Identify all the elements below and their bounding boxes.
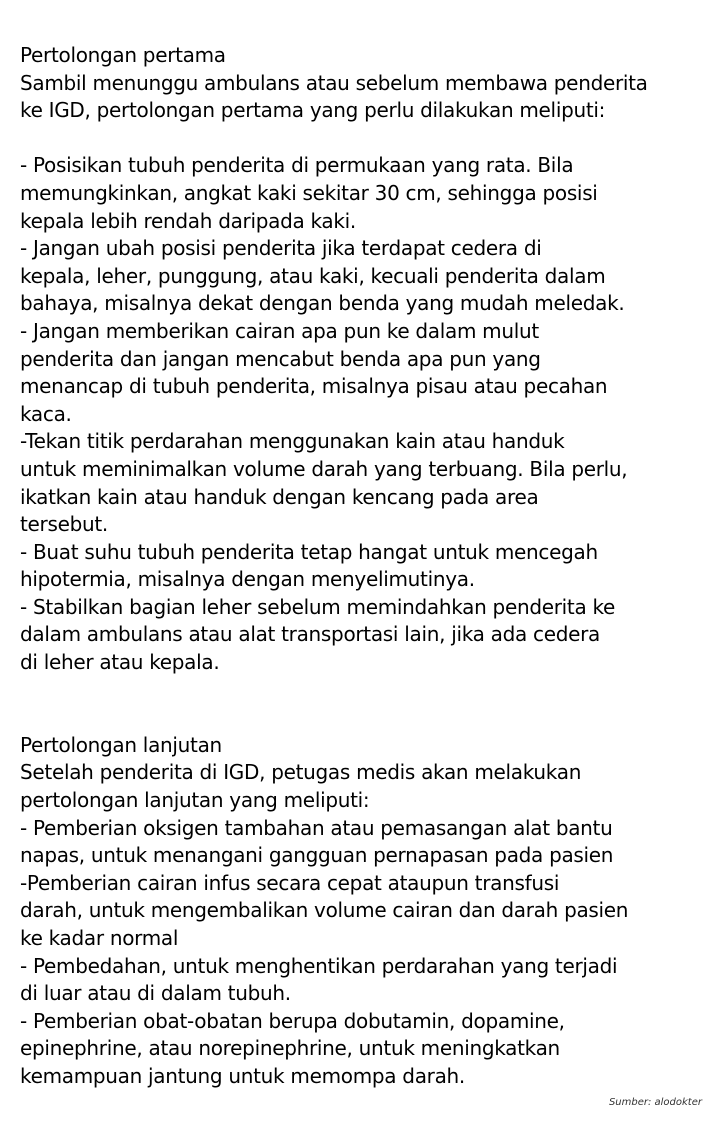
spacer — [20, 125, 710, 153]
item-line: ke kadar normal — [20, 926, 179, 950]
item-line: - Buat suhu tubuh penderita tetap hangat untuk mencegah — [20, 539, 598, 564]
item-line: - Pembedahan, untuk menghentikan perdarahan yang terjadi — [20, 953, 618, 978]
item-line: hipotermia, misalnya dengan menyelimutinya. — [20, 567, 475, 592]
list-item — [20, 428, 710, 538]
item-line: - Pemberian obat-obatan berupa dobutamin, dopamine, — [20, 1008, 565, 1033]
section-title: Pertolongan lanjutan — [20, 732, 222, 757]
intro-line: pertolongan lanjutan yang meliputi: — [20, 788, 370, 813]
section-follow-up-care — [20, 732, 710, 1091]
item-line: bahaya, misalnya dekat dengan benda yang mudah meledak. — [20, 291, 625, 316]
item-line: memungkinkan, angkat kaki sekitar 30 cm, sehingga posisi — [20, 180, 598, 205]
section-first-aid — [20, 42, 710, 677]
item-line: -Tekan titik perdarahan menggunakan kain atau handuk — [20, 429, 565, 454]
item-line: - Jangan ubah posisi penderita jika terdapat cedera di — [20, 236, 542, 261]
list-item — [20, 539, 710, 594]
item-line: - Pemberian oksigen tambahan atau pemasangan alat bantu — [20, 815, 613, 840]
item-line: - Jangan memberikan cairan apa pun ke dalam mulut — [20, 318, 539, 343]
item-line: -Pemberian cairan infus secara cepat ataupun transfusi — [20, 870, 560, 895]
item-line: di luar atau di dalam tubuh. — [20, 981, 291, 1006]
source-credit: Sumber: alodokter — [608, 1097, 702, 1108]
item-line: tersebut. — [20, 512, 108, 537]
document-body — [20, 42, 710, 1091]
item-line: kemampuan jantung untuk memompa darah. — [20, 1063, 465, 1088]
list-item — [20, 815, 710, 870]
item-line: di leher atau kepala. — [20, 650, 220, 675]
item-line: ikatkan kain atau handuk dengan kencang pada area — [20, 484, 539, 509]
item-line: kaca. — [20, 401, 72, 426]
item-line: kepala, leher, punggung, atau kaki, kecuali penderita dalam — [20, 263, 606, 288]
list-item — [20, 953, 710, 1008]
item-line: kepala lebih rendah daripada kaki. — [20, 208, 356, 233]
item-line: untuk meminimalkan volume darah yang terbuang. Bila perlu, — [20, 456, 628, 481]
item-line: menancap di tubuh penderita, misalnya pisau atau pecahan — [20, 374, 608, 399]
list-item — [20, 594, 710, 677]
intro-line: Sambil menunggu ambulans atau sebelum membawa penderita — [20, 70, 648, 95]
list-item — [20, 235, 710, 318]
item-line: darah, untuk mengembalikan volume cairan dan darah pasien — [20, 898, 629, 923]
item-line: - Stabilkan bagian leher sebelum memindahkan penderita ke — [20, 594, 616, 619]
item-line: penderita dan jangan mencabut benda apa pun yang — [20, 346, 541, 371]
item-line: dalam ambulans atau alat transportasi lain, jika ada cedera — [20, 622, 600, 647]
item-line: napas, untuk menangani gangguan pernapasan pada pasien — [20, 843, 614, 868]
intro-line: Setelah penderita di IGD, petugas medis akan melakukan — [20, 760, 582, 785]
section-title: Pertolongan pertama — [20, 43, 226, 67]
spacer — [20, 677, 710, 732]
list-item — [20, 870, 710, 953]
list-item — [20, 1008, 710, 1091]
list-item — [20, 152, 710, 235]
item-line: - Posisikan tubuh penderita di permukaan yang rata. Bila — [20, 153, 574, 178]
item-line: epinephrine, atau norepinephrine, untuk meningkatkan — [20, 1036, 560, 1061]
intro-line: ke IGD, pertolongan pertama yang perlu dilakukan meliputi: — [20, 98, 606, 123]
list-item — [20, 318, 710, 428]
